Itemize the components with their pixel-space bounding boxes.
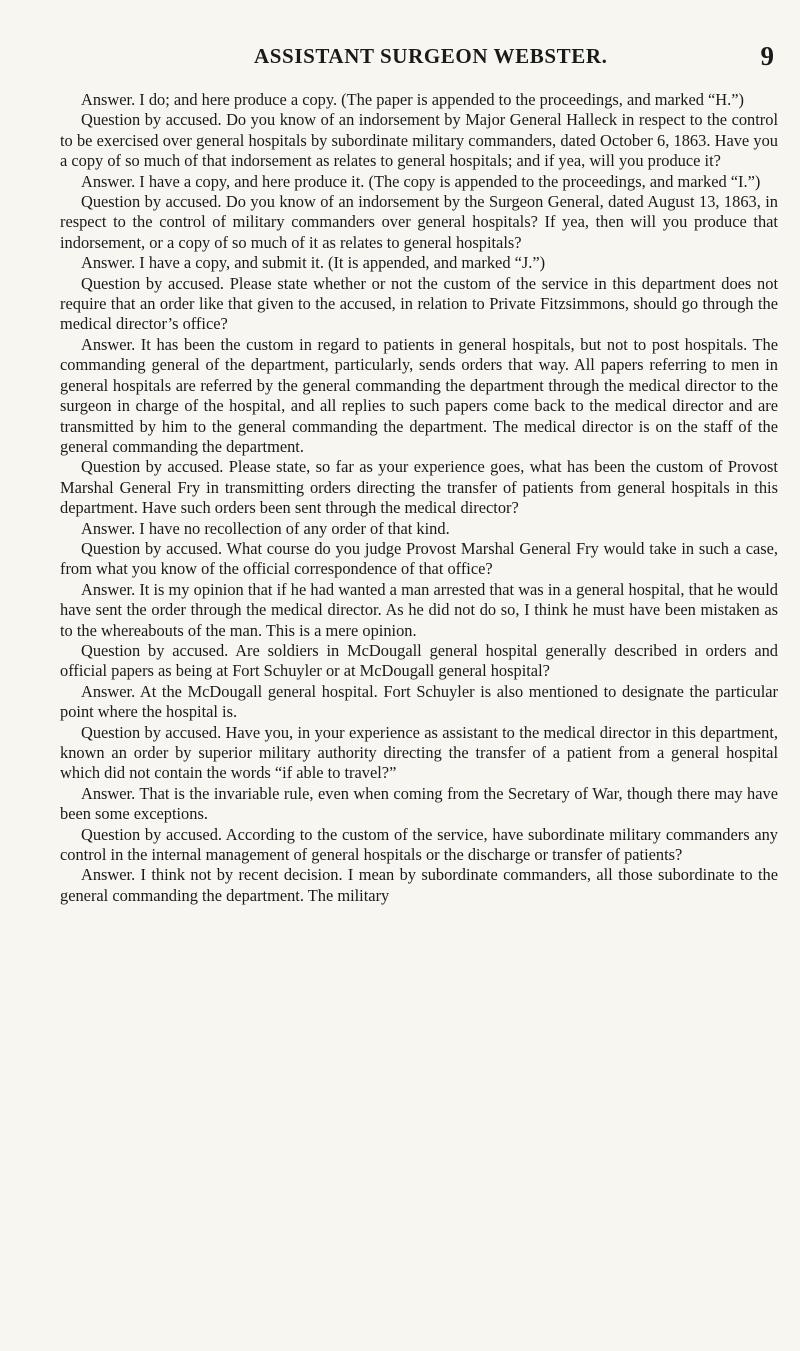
paragraph: Answer. I have no recollection of any order of that kind. (81, 518, 450, 538)
paragraph: Answer. I think not by recent decision. I mean by subordinate commanders, all those subordinate to the general commanding the department. The military (60, 865, 778, 905)
paragraph: Question by accused. Are soldiers in McDougall general hospital generally described in orders and official papers as being at Fort Schuyler or at McDougall general hospital? (60, 640, 778, 681)
paragraph: Answer. It has been the custom in regard to patients in general hospitals, but not to post hospitals. The commanding general of the department, particularly, sends orders that way. All papers referring to men in general hospitals are referred by the general commanding the department through the medical director to the surgeon in charge of the hospital, and all replies to such papers come back to the medical director and are transmitted by him to the general commanding the department. The medical director is on the staff of the general commanding the department. (60, 334, 778, 456)
paragraph: Question by accused. Please state whether or not the custom of the service in this department does not require that an order like that given to the accused, in relation to Private Fitzsimmons, should go through the medical director’s office? (60, 273, 778, 334)
paragraph: Answer. I have a copy, and submit it. (It is appended, and marked “J.”) (81, 253, 546, 273)
running-title: ASSISTANT SURGEON WEBSTER. (254, 44, 608, 68)
paragraph: Answer. That is the invariable rule, even when coming from the Secretary of War, though there may have been some exceptions. (60, 783, 778, 824)
body-text (60, 90, 778, 906)
paragraph: Question by accused. According to the custom of the service, have subordinate military commanders any control in the internal management of general hospitals or the discharge or transfer of patients? (60, 824, 778, 865)
paragraph: Answer. At the McDougall general hospital. Fort Schuyler is also mentioned to designate the particular point where the hospital is. (60, 681, 778, 722)
paragraph: Question by accused. Do you know of an indorsement by the Surgeon General, dated August 13, 1863, in respect to the control of military commanders over general hospitals? If yea, then will you produce that indorsement, or a copy of so much of it as relates to general hospitals? (60, 192, 778, 252)
paragraph: Question by accused. Do you know of an indorsement by Major General Halleck in respect to the control to be exercised over general hospitals by subordinate military commanders, dated October 6, 1863. Have you a copy of so much of that indorsement as relates to general hospitals; and if yea, will you produce it? (60, 110, 778, 171)
running-head (254, 41, 774, 74)
paragraph: Question by accused. Have you, in your experience as assistant to the medical director in this department, known an order by superior military authority directing the transfer of a patient from a general hospital which did not contain the words “if able to travel?” (60, 722, 778, 783)
paragraph: Question by accused. What course do you judge Provost Marshal General Fry would take in such a case, from what you know of the official correspondence of that office? (60, 538, 778, 579)
paragraph: Answer. I do; and here produce a copy. (The paper is appended to the proceedings, and marked “H.”) (81, 90, 744, 109)
paragraph: Answer. I have a copy, and here produce it. (The copy is appended to the proceedings, and marked “I.”) (81, 171, 761, 191)
paragraph: Question by accused. Please state, so far as your experience goes, what has been the custom of Provost Marshal General Fry in transmitting orders directing the transfer of patients from general hospitals in this department. Have such orders been sent through the medical director? (60, 457, 778, 518)
page-number: 9 (760, 41, 774, 71)
paragraph: Answer. It is my opinion that if he had wanted a man arrested that was in a general hospital, that he would have sent the order through the medical director. As he did not do so, I think he must have been mistaken as to the whereabouts of the man. This is a mere opinion. (60, 579, 778, 640)
